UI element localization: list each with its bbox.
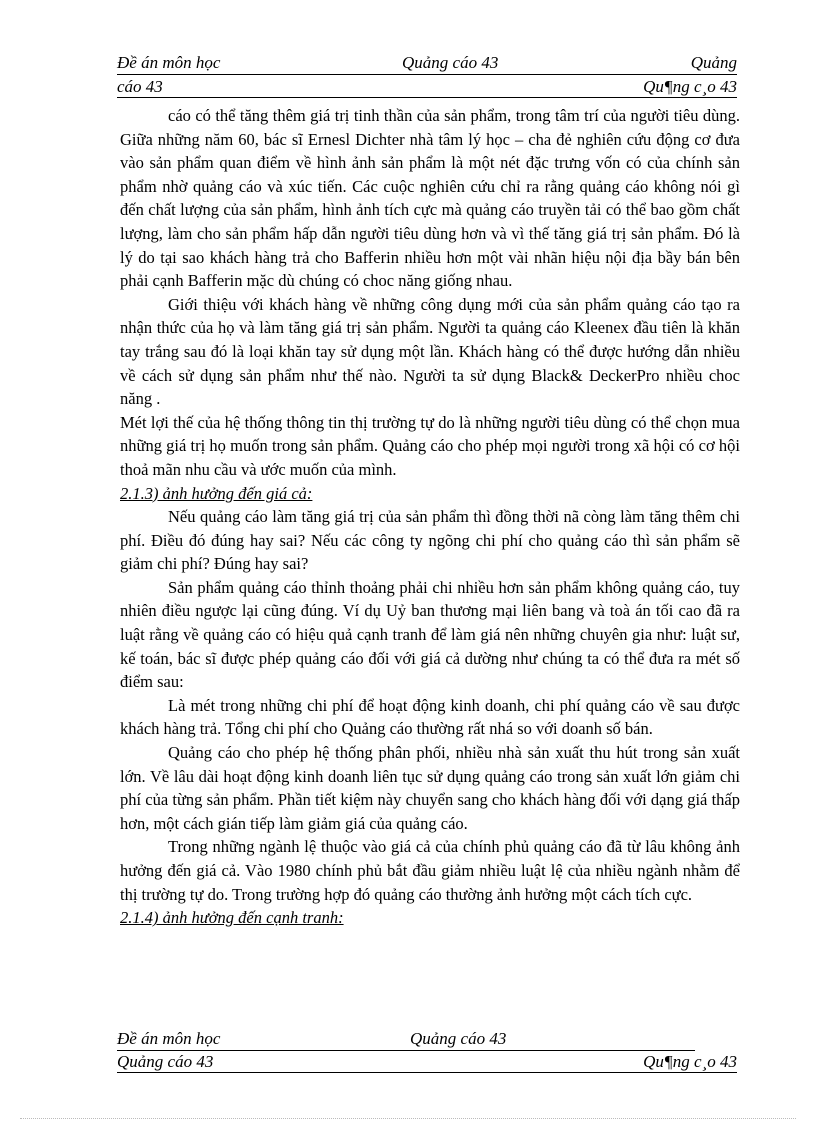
footer-row-2 bbox=[117, 1051, 737, 1073]
header-topic-continued: cáo 43 bbox=[117, 77, 163, 96]
header-rule-1 bbox=[117, 74, 737, 75]
paragraph: Trong những ngành lệ thuộc vào giá cả của chính phủ quảng cáo đã từ lâu không ảnh hưởng đến giá cả. Vào 1980 chính phủ bắt đầu giảm nhiều luật lệ của nhiều ngành nhằm để thị trường tự do. Trong trường hợp đó quảng cáo thường ảnh hưởng một cách tích cực. bbox=[120, 837, 740, 904]
section-heading: 2.1.4) ảnh hưởng đến cạnh tranh: bbox=[120, 908, 344, 928]
paragraph: Giới thiệu với khách hàng về những công dụng mới của sản phẩm quảng cáo tạo ra nhận thức của họ và làm tăng giá trị sản phẩm. Người ta quảng cáo Kleenex đầu tiên là khăn tay trắng sau đó là loại khăn tay sử dụng một lần. Khách hàng có thể được hướng dẫn nhiều về cách sử dụng sản phẩm như thế nào. Người ta sử dụng Black& DeckerPro nhiều choc năng . bbox=[120, 294, 740, 409]
section-heading: 2.1.3) ảnh hưởng đến giá cả: bbox=[120, 483, 313, 503]
paragraph: Sản phẩm quảng cáo thỉnh thoảng phải chi nhiều hơn sản phẩm không quảng cáo, tuy nhiên điều ngược lại cũng đúng. Ví dụ Uỷ ban thương mại liên bang và toà án tối cao đã ra luật rằng về quảng cáo có hiệu quả cạnh tranh để làm giá nên những chuyên gia như: luật sư, kế toán, bác sĩ được phép quảng cáo đối với giá cả dường như chúng ta có thể đưa ra mét số điểm sau: bbox=[120, 577, 740, 692]
paragraph: Mét lợi thế của hệ thống thông tin thị trường tự do là những người tiêu dùng có thể chọn mua những giá trị họ muốn trong sản phẩm. Quảng cáo cho phép mọi người trong xã hội có cơ hội thoả mãn nhu cầu và ước muốn của mình. bbox=[120, 412, 740, 479]
header-rule-2 bbox=[117, 97, 737, 98]
paragraph: Quảng cáo cho phép hệ thống phân phối, nhiều nhà sản xuất thu hút trong sản xuất lớn. Về lâu dài hoạt động kinh doanh liên tục sử dụng quảng cáo trong sản xuất lớn giảm chi phí của từng sản phẩm. Phần tiết kiệm này chuyển sang cho khách hàng đối với dạng giá thấp hơn, một cách gián tiếp làm giảm giá của quảng cáo. bbox=[120, 743, 740, 833]
footer-topic-encoded: Qu¶ng c¸o 43 bbox=[643, 1052, 737, 1071]
header-topic: Quảng cáo 43 bbox=[402, 53, 499, 72]
header-topic-wrap: Quảng bbox=[690, 53, 737, 72]
header-course-title: Đề án môn học bbox=[117, 53, 221, 72]
footer-topic-left: Quảng cáo 43 bbox=[117, 1052, 214, 1071]
page-bottom-border bbox=[20, 1118, 796, 1119]
footer-topic: Quảng cáo 43 bbox=[410, 1029, 507, 1048]
header-topic-encoded: Qu¶ng c¸o 43 bbox=[643, 77, 737, 96]
footer-rule-2 bbox=[117, 1072, 737, 1073]
paragraph: Là mét trong những chi phí để hoạt động kinh doanh, chi phí quảng cáo về sau được khách hàng trả. Tổng chi phí cho Quảng cáo thường rất nhá so với doanh số bán. bbox=[120, 695, 740, 739]
paragraph: Nếu quảng cáo làm tăng giá trị của sản phẩm thì đồng thời nã còng làm tăng thêm chi phí. Điều đó đúng hay sai? Nếu các công ty ngõng chi phí cho quảng cáo thì sản phẩm sẽ giảm chi phí? Đúng hay sai? bbox=[120, 507, 740, 574]
header-row-2 bbox=[117, 76, 737, 98]
footer-course-title: Đề án môn học bbox=[117, 1029, 221, 1048]
header-row-1 bbox=[117, 52, 737, 74]
paragraph: cáo có thể tăng thêm giá trị tinh thần của sản phẩm, trong tâm trí của người tiêu dùng. Giữa những năm 60, bác sĩ Ernesl Dichter nhà tâm lý học – cha đẻ nghiên cứu động cơ đưa vào sản phẩm quan điểm về hình ảnh sản phẩm là một nét đặc trưng vốn có của chính sản phẩm nhờ quảng cáo và xúc tiến. Các cuộc nghiên cứu chỉ ra rằng quảng cáo không nói gì đến chất lượng của sản phẩm, hình ảnh tích cực mà quảng cáo truyền tải có thể bao gồm chất lượng, làm cho sản phẩm hấp dẫn người tiêu dùng hơn và vì thế tăng giá trị sản phẩm. Đó là lý do tại sao khách hàng trả cho Bafferin nhiều hơn một vài nhãn hiệu nội địa bầy bán bên phải cạnh Bafferin mặc dù chúng có choc năng giống nhau. bbox=[120, 106, 740, 291]
footer-row-1 bbox=[117, 1028, 737, 1050]
document-body bbox=[120, 104, 740, 930]
